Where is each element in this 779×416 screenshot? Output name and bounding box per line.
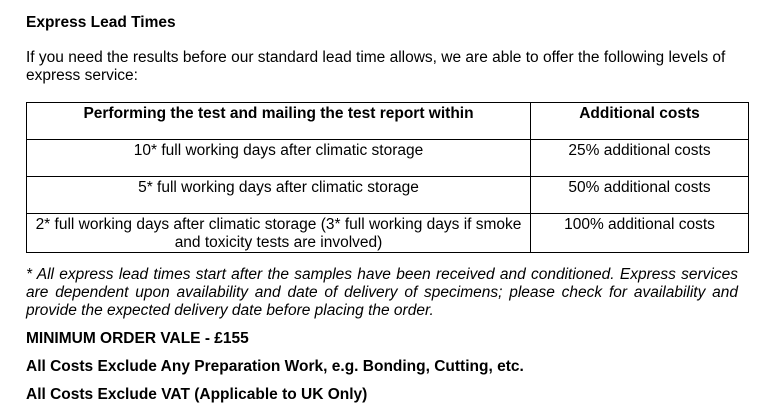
turnaround-cell: 10* full working days after climatic storage: [27, 140, 531, 177]
cost-cell: 50% additional costs: [531, 177, 749, 214]
table-row: [27, 140, 749, 177]
turnaround-cell: 2* full working days after climatic storage (3* full working days if smoke and toxicity tests are involved): [27, 214, 531, 253]
table-header-row: [27, 103, 749, 140]
page-title: Express Lead Times: [26, 14, 176, 31]
table-row: [27, 177, 749, 214]
table-row: [27, 214, 749, 253]
column-header-turnaround: Performing the test and mailing the test report within: [27, 103, 531, 140]
express-lead-times-table: [26, 102, 749, 253]
footnote: * All express lead times start after the samples have been received and conditioned. Express services are dependent upon availability and date of delivery of specimens; please check for availability and provide the expected delivery date before placing the order.: [26, 266, 738, 319]
exclusion-preparation-note: All Costs Exclude Any Preparation Work, e.g. Bonding, Cutting, etc.: [26, 358, 524, 375]
minimum-order-note: MINIMUM ORDER VALE - £155: [26, 330, 249, 347]
turnaround-cell: 5* full working days after climatic storage: [27, 177, 531, 214]
cost-cell: 100% additional costs: [531, 214, 749, 253]
cost-cell: 25% additional costs: [531, 140, 749, 177]
exclusion-vat-note: All Costs Exclude VAT (Applicable to UK Only): [26, 386, 368, 403]
intro-paragraph: If you need the results before our standard lead time allows, we are able to offer the following levels of express service:: [26, 49, 726, 84]
column-header-additional-costs: Additional costs: [531, 103, 749, 140]
